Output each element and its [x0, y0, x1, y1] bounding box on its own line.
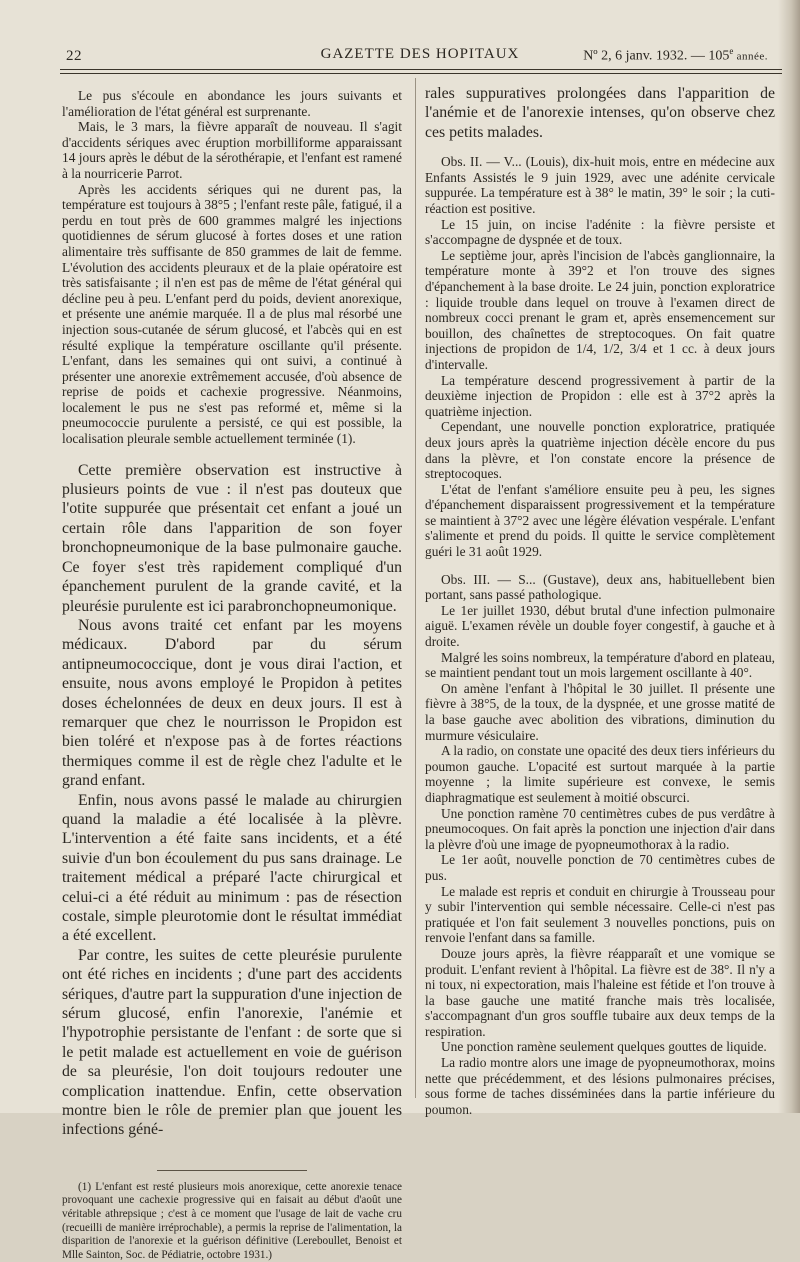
paragraph: Malgré les soins nombreux, la température d'abord en plateau, se maintient pendant tout un mois largement oscillante à 40°.	[425, 649, 775, 681]
paragraph: Enfin, nous avons passé le malade au chirurgien quand la maladie a été localisée à la plèvre. L'intervention a été faite sans incidents, et a été suivie d'un bon écoulement du pus sans drainage. Le traitement médical a préparé l'acte chirurgical et celui-ci a été réduit au minimum : pas de résection costale, simple pleurotomie dont le résultat immédiat a été excellent.	[62, 791, 402, 945]
left-column	[62, 88, 402, 1262]
paragraph: Le 1er août, nouvelle ponction de 70 centimètres cubes de pus.	[425, 852, 775, 883]
page-edge-shadow	[778, 0, 800, 1113]
paragraph: Nous avons traité cet enfant par les moyens médicaux. D'abord par du sérum antipneumococcique, dont je vous dirai l'action, et ensuite, nous avons employé le Propidon à petites doses échelonnées de deux en deux jours. Il est à remarquer que chez le nourrisson le Propidon est bien toléré et n'expose pas à de fortes réactions thermiques comme il est de règle chez l'adulte et le grand enfant.	[62, 616, 402, 790]
observation-heading: Obs. II. — V... (Louis), dix-huit mois, entre en médecine aux Enfants Assistés le 9 juin 1929, avec une adénite cervicale suppurée. La température est à 38° le matin, 39° le soir ; la cuti-réaction est positive.	[425, 154, 775, 216]
paragraph: Par contre, les suites de cette pleurésie purulente ont été riches en incidents ; d'une part des accidents sériques, d'autre part la suppuration d'une injection de sérum glucosé, enfin l'anorexie, l'anémie et l'hypotrophie persistante de l'enfant : de sorte que si le petit malade est actuellement en voie de guérison de sa pleurésie, l'on doit toujours redouter une complication inattendue. Enfin, cette observation montre bien le rôle de premier plan que jouent les infections géné-	[62, 946, 402, 1139]
column-separator	[415, 78, 416, 1098]
paragraph: Le malade est repris et conduit en chirurgie à Trousseau pour y subir l'intervention qui semble nécessaire. Celle-ci n'est pas pratiquée et l'on fait seulement 3 nouvelles ponctions, puis on renvoie l'enfant dans sa famille.	[425, 883, 775, 946]
issue-superscript: e	[729, 46, 734, 56]
paragraph: Une ponction ramène 70 centimètres cubes de pus verdâtre à pneumocoques. On fait après la ponction une injection d'air dans la plèvre d'où une image de pyopneumothorax à la radio.	[425, 805, 775, 852]
issue-info	[583, 46, 768, 65]
paragraph: Le 15 juin, on incise l'adénite : la fièvre persiste et s'accompagne de dyspnée et de toux.	[425, 216, 775, 248]
header-rule-thin	[60, 73, 782, 74]
paragraph: Douze jours après, la fièvre réapparaît et une vomique se produit. L'enfant revient à l'hôpital. La fièvre est de 38°. Il n'y a ni toux, ni expectoration, mais l'haleine est fétide et l'on trouve à la base gauche une matité franche mais très localisée, s'accompagnant d'un gros souffle tubaire aux deux temps de la respiration.	[425, 945, 775, 1039]
paragraph: Le septième jour, après l'incision de l'abcès ganglionnaire, la température monte à 39°2 et l'on trouve des signes d'épanchement à la base droite. Le 24 juin, ponction exploratrice : liquide trouble dans lequel on trouve à l'examen direct de nombreux cocci prenant le gram et, après ensemencement sur bouillon, des chaînettes de streptocoques. On fait quatre injections de propidon de 1/4, 1/2, 3/4 et 1 cc. à deux jours d'intervalle.	[425, 247, 775, 372]
page-number: 22	[66, 48, 82, 64]
footnote: (1) L'enfant est resté plusieurs mois anorexique, cette anorexie tenace provoquant une cachexie progressive qui en faisait au début d'août une véritable athrepsique ; c'est à ce moment que l'usage de lait de vache cru (recueilli de manière irréprochable), a permis la reprise de l'alimentation, la disparition de l'anorexie et la guérison définitive (Lereboullet, Benoist et Mlle Sainton, Soc. de Pédiatrie, octobre 1931.)	[62, 1180, 402, 1261]
footnote-rule	[157, 1170, 307, 1171]
paragraph: Le 1er juillet 1930, début brutal d'une infection pulmonaire aiguë. L'examen révèle un double foyer congestif, à gauche et à droite.	[425, 602, 775, 650]
issue-annee: année.	[733, 50, 768, 63]
issue-date: Nº 2, 6 janv. 1932. — 105	[583, 48, 730, 64]
paragraph: Une ponction ramène seulement quelques gouttes de liquide.	[441, 1039, 767, 1055]
right-column	[425, 84, 775, 1117]
paragraph: Cette première observation est instructive à plusieurs points de vue : il n'est pas douteux que l'otite suppurée que présentait cet enfant a joué un certain rôle dans l'apparition de son foyer bronchopneumonique de la base pulmonaire gauche. Ce foyer s'est très rapidement compliqué d'un épanchement purulent de la grande cavité, et la pleurésie purulente est ici parabronchopneumonique.	[62, 461, 402, 615]
paragraph: Cependant, une nouvelle ponction exploratrice, pratiquée deux jours après la quatrième injection décèle encore du pus dans la plèvre, et l'on constate encore la présence de streptocoques.	[425, 419, 775, 482]
paragraph: rales suppuratives prolongées dans l'apparition de l'anémie et de l'anorexie intenses, qu'on observe chez ces petits malades.	[425, 85, 775, 141]
paragraph: Mais, le 3 mars, la fièvre apparaît de nouveau. Il s'agit d'accidents sériques avec éruption morbilliforme apparaissant 14 jours après le début de la sérothérapie, et l'enfant est ramené à la nourricerie Parrot.	[62, 119, 402, 181]
header-rule	[60, 69, 782, 70]
paragraph: A la radio, on constate une opacité des deux tiers inférieurs du poumon gauche. L'opacité est surtout marquée à la partie moyenne ; la limite supérieure est convexe, le semis diaphragmatique est seulement à moitié obscurci.	[425, 743, 775, 805]
journal-title: GAZETTE DES HOPITAUX	[320, 46, 520, 62]
paragraph: L'état de l'enfant s'améliore ensuite peu à peu, les signes d'épanchement disparaissent progressivement et la température se maintient à 37°2 avec une légère élévation vespérale. L'enfant s'alimente et prend du poids. Il quitte le service complètement guéri le 31 août 1929.	[425, 481, 775, 560]
paragraph: Le pus s'écoule en abondance les jours suivants et l'amélioration de l'état général est surprenante.	[62, 88, 402, 119]
paragraph: Après les accidents sériques qui ne durent pas, la température est toujours à 38°5 ; l'enfant reste pâle, fatigué, il a perdu en tout près de 600 grammes malgré les injections quotidiennes de sérum glucosé à fortes doses et une ration alimentaire très suffisante de 850 grammes de lait de femme. L'évolution des accidents pleuraux et de la plaie opératoire est très satisfaisante ; il n'en est pas de même de l'état général qui décline peu à peu. L'enfant perd du poids, devient anorexique, et présente une anémie marquée. Il a de plus mal résorbé une injection sous-cutanée de sérum glucosé, et l'abcès qui en est résulté explique la température oscillante qu'il présente. L'enfant, dans les semaines qui ont suivi, a continué à présenter une anorexie extrêmement accusée, d'où absence de reprise de poids et cachexie progressive. Néanmoins, localement le pus ne s'est pas reformé et, même si la pneumococcie purulente a persisté, ce qui est possible, la localisation pleurale semble actuellement terminée (1).	[62, 181, 402, 447]
observation-heading: Obs. III. — S... (Gustave), deux ans, habituellebent bien portant, sans passé pathologique.	[425, 571, 775, 603]
paragraph: La température descend progressivement à partir de la deuxième injection de Propidon : elle est à 37°2 après la quatrième injection.	[425, 372, 775, 419]
paragraph: On amène l'enfant à l'hôpital le 30 juillet. Il présente une fièvre à 38°5, de la toux, de la dyspnée, et une grosse matité de la base gauche avec abolition des vibrations, diminution du murmure vésiculaire.	[425, 680, 775, 743]
paragraph: La radio montre alors une image de pyopneumothorax, moins nette que précédemment, et des lésions pulmonaires précises, sous forme de taches disséminées dans la partie inférieure du poumon.	[425, 1055, 775, 1117]
